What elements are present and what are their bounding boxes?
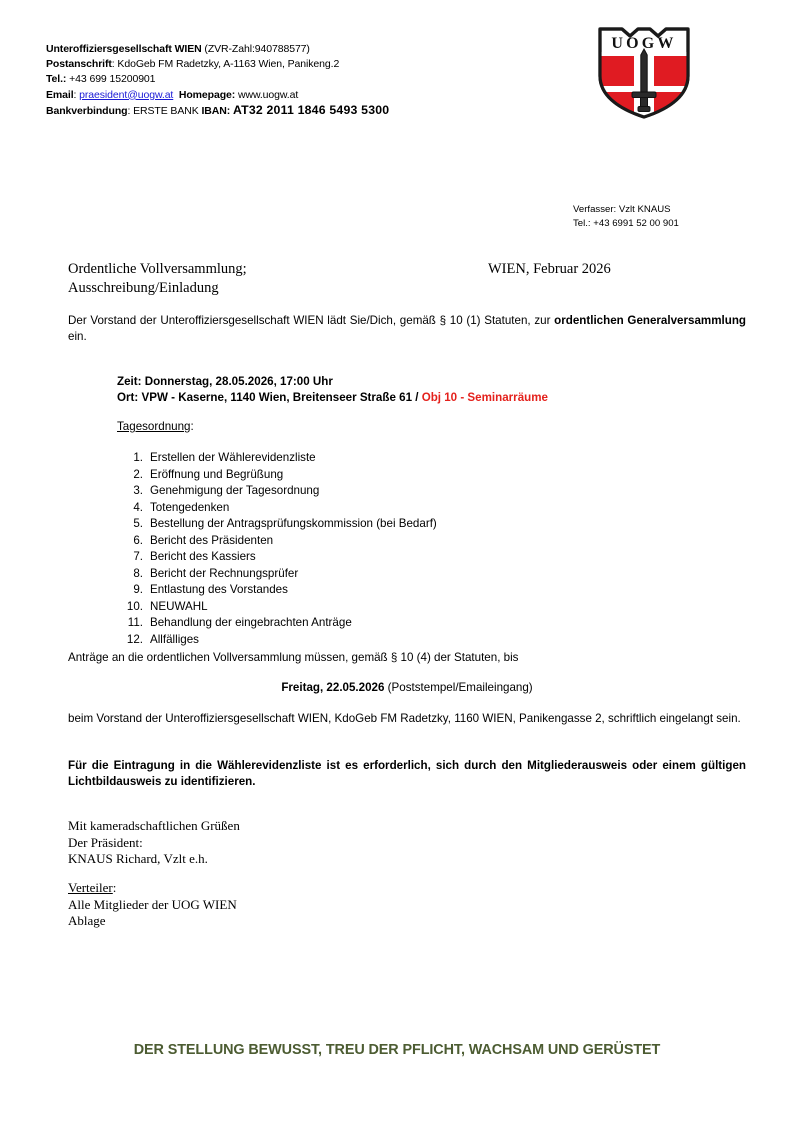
letterhead-iban-label: IBAN: (201, 104, 231, 117)
meeting-details-block (117, 374, 548, 407)
motions-address-paragraph: beim Vorstand der Unteroffiziersgesellschaft WIEN, KdoGeb FM Radetzky, 1160 WIEN, Panikengasse 2, schriftlich eingelangt sein. (68, 712, 741, 725)
shield-crest-icon (592, 18, 696, 122)
agenda-item-number: 1. (133, 451, 143, 464)
agenda-item-label: Bericht des Kassiers (150, 550, 256, 563)
agenda-item-number: 2. (133, 467, 143, 481)
list-item (117, 467, 437, 484)
distribution-heading-colon: : (112, 880, 117, 895)
agenda-item-number: 8. (133, 566, 143, 580)
letterhead-block (46, 42, 466, 119)
closing-block (68, 818, 240, 868)
letterhead-org-name: Unteroffiziersgesellschaft WIEN (46, 43, 202, 55)
meeting-place-label: Ort: (117, 391, 142, 405)
author-name: Verfasser: Vzlt KNAUS (573, 204, 671, 215)
intro-paragraph (68, 313, 746, 346)
subject-line-2: Ausschreibung/Einladung (68, 280, 219, 296)
distribution-line-1: Alle Mitglieder der UOG WIEN (68, 896, 237, 912)
list-item (117, 599, 437, 616)
list-item (117, 615, 437, 632)
meeting-place-row (117, 390, 548, 406)
intro-part-2: ein. (68, 330, 87, 344)
letterhead-bank-value: : ERSTE BANK (127, 104, 202, 117)
agenda-item-label: Erstellen der Wählerevidenzliste (150, 451, 316, 464)
agenda-item-number: 12. (126, 632, 143, 646)
agenda-item-number: 7. (133, 550, 143, 563)
list-item (117, 566, 437, 583)
letterhead-homepage-value: www.uogw.at (235, 88, 299, 101)
distribution-line-2: Ablage (68, 913, 106, 928)
list-item (117, 483, 437, 500)
list-item (117, 516, 437, 533)
identification-paragraph: Für die Eintragung in die Wählerevidenzliste ist es erforderlich, sich durch den Mitgliederausweis oder einem gültigen Lichtbildausweis zu identifizieren. (68, 759, 746, 789)
footer-slogan: DER STELLUNG BEWUSST, TREU DER PFLICHT, WACHSAM UND GERÜSTET (133, 1042, 661, 1058)
agenda-item-number: 11. (127, 616, 143, 629)
distribution-block (68, 880, 237, 930)
meeting-time-row (117, 374, 548, 390)
uogw-shield-logo (592, 18, 696, 122)
agenda-item-label: Entlastung des Vorstandes (150, 583, 288, 596)
agenda-item-label: Eröffnung und Begrüßung (150, 467, 284, 481)
agenda-list (117, 450, 437, 648)
letterhead-org-line (46, 42, 466, 57)
author-block (573, 203, 679, 231)
agenda-item-label: Bericht der Rechnungsprüfer (150, 566, 299, 580)
list-item (117, 500, 437, 517)
agenda-item-number: 5. (133, 517, 143, 530)
motions-deadline-line (68, 680, 746, 696)
letterhead-phone-label: Tel.: (46, 73, 67, 86)
agenda-heading-text: Tagesordnung (117, 420, 191, 433)
letterhead-iban-value: AT32 2011 1846 5493 5300 (232, 102, 390, 117)
meeting-time-value: Donnerstag, 28.05.2026, 17:00 Uhr (144, 375, 333, 388)
letterhead-email-colon: : (73, 88, 80, 101)
agenda-item-label: Genehmigung der Tagesordnung (150, 484, 320, 497)
meeting-time-label: Zeit: (117, 375, 145, 388)
agenda-heading (117, 420, 194, 433)
letterhead-bank-line (46, 103, 466, 119)
intro-part-1: Der Vorstand der Unteroffiziersgesellschaft WIEN lädt Sie/Dich, gemäß § 10 (1) Statuten, zur (68, 314, 555, 327)
list-item (117, 582, 437, 599)
letterhead-phone-value: +43 699 15200901 (66, 73, 156, 86)
letterhead-email-line (46, 88, 466, 103)
list-item (117, 632, 437, 649)
meeting-place-value: VPW - Kaserne, 1140 Wien, Breitenseer Straße 61 / (141, 391, 422, 405)
agenda-item-number: 6. (133, 533, 143, 547)
author-phone: Tel.: +43 6991 52 00 901 (573, 218, 679, 229)
distribution-heading (68, 880, 237, 897)
list-item (117, 533, 437, 550)
letterhead-address-label: Postanschrift (46, 58, 112, 71)
list-item (117, 549, 437, 566)
agenda-item-label: Totengedenken (150, 500, 230, 514)
motions-intro-paragraph: Anträge an die ordentlichen Vollversammlung müssen, gemäß § 10 (4) der Statuten, bis (68, 651, 519, 664)
closing-role: Der Präsident: (68, 834, 143, 850)
letterhead-address-line (46, 57, 466, 72)
agenda-item-label: Bestellung der Antragsprüfungskommission (bei Bedarf) (150, 517, 437, 530)
agenda-item-number: 10. (126, 599, 143, 613)
letterhead-zvr: (ZVR-Zahl:940788577) (201, 43, 310, 55)
agenda-item-number: 9. (133, 583, 143, 596)
closing-greeting: Mit kameradschaftlichen Grüßen (68, 818, 240, 833)
letterhead-email-label: Email (46, 88, 74, 101)
logo-text: UOGW (611, 35, 677, 52)
letterhead-phone-line (46, 72, 466, 87)
letterhead-bank-label: Bankverbindung (46, 104, 128, 117)
agenda-item-number: 3. (133, 484, 143, 497)
meeting-place-highlight: Obj 10 - Seminarräume (421, 391, 548, 405)
list-item (117, 450, 437, 467)
distribution-heading-text: Verteiler (68, 880, 113, 895)
letterhead-address-value: : KdoGeb FM Radetzky, A-1163 Wien, Panikeng.2 (111, 58, 340, 71)
subject-row (68, 260, 728, 298)
agenda-item-number: 4. (133, 500, 143, 514)
agenda-item-label: Allfälliges (150, 632, 199, 646)
closing-name: KNAUS Richard, Vzlt e.h. (68, 851, 208, 866)
intro-bold-phrase: ordentlichen Generalversammlung (554, 314, 746, 327)
deadline-note: (Poststempel/Emaileingang) (384, 681, 533, 694)
agenda-heading-colon: : (190, 420, 194, 433)
subject-line-1: Ordentliche Vollversammlung; (68, 261, 247, 277)
agenda-item-label: Behandlung der eingebrachten Anträge (150, 616, 352, 629)
deadline-date: Freitag, 22.05.2026 (281, 681, 385, 694)
place-date: WIEN, Februar 2026 (488, 261, 611, 277)
email-link[interactable]: praesident@uogw.at (79, 88, 174, 101)
agenda-item-label: NEUWAHL (150, 599, 208, 613)
agenda-item-label: Bericht des Präsidenten (150, 533, 274, 547)
letterhead-homepage-label: Homepage: (178, 88, 236, 101)
